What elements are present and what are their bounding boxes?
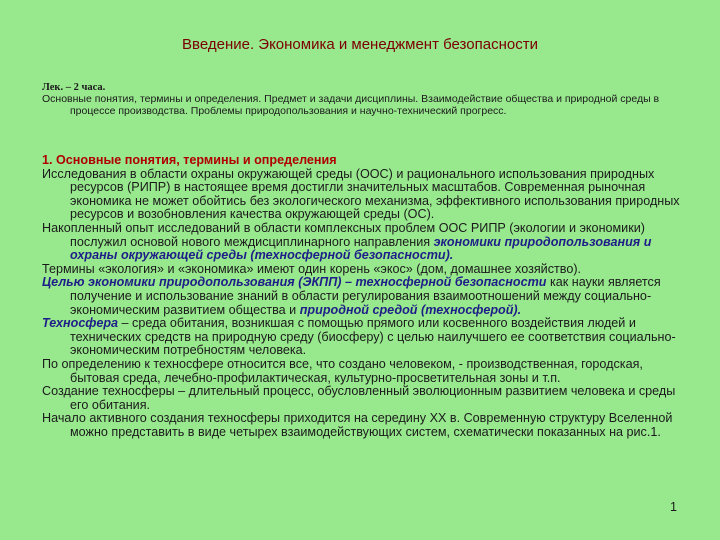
paragraph-technosphere-text: – среда обитания, возникшая с помощью прямого или косвенного воздействия людей и технических средств на природную среду (биосферу) с целью наилучшего ее соответствия социально-экономическим потребностям человека.	[70, 316, 676, 358]
term-natural-environment: природной средой (техносферой).	[299, 302, 522, 317]
paragraph-terms: Термины «экология» и «экономика» имеют один корень «экос» (дом, домашнее хозяйство).	[42, 261, 582, 276]
paragraph-definition: По определению к техносфере относится все, что создано человеком, - производственная, городская, бытовая среда, лечебно-профилактическая, культурно-просветительная зоны и т.п.	[42, 356, 643, 385]
page-number: 1	[670, 500, 678, 514]
paragraph-experience	[42, 222, 682, 263]
paragraph-research: Исследования в области охраны окружающей среды (ООС) и рационального использования природных ресурсов (РИПР) в настоящее время достигли значительных масштабов. Современная рыночная экономика не может обойтись без экологического механизма, эффективного использования природных ресурсов и возобновления качества окружающей среды (ОС).	[42, 166, 680, 222]
paragraph-technosphere	[42, 317, 682, 358]
paragraph-creation: Создание техносферы – длительный процесс, обусловленный эволюционным развитием человека и среды его обитания.	[42, 384, 676, 412]
term-economics-nature: экономики природопользования и охраны окружающей среды (техносферной безопасности).	[70, 234, 652, 263]
page-title: Введение. Экономика и менеджмент безопасности	[182, 36, 538, 53]
lecture-topics: Основные понятия, термины и определения. Предмет и задачи дисциплины. Взаимодействие общества и природной среды в процессе производства. Проблемы природопользования и научно-технический прогресс.	[42, 93, 660, 117]
section-heading: 1. Основные понятия, термины и определения	[42, 153, 337, 167]
lecture-info	[42, 82, 682, 117]
paragraph-goal	[42, 276, 682, 317]
lecture-duration: Лек. – 2 часа.	[42, 82, 106, 93]
paragraph-structure: Начало активного создания техносферы приходится на середину XX в. Современную структуру Вселенной можно представить в виде четырех взаимодействующих систем, схематически показанных на рис.1.	[42, 411, 673, 439]
term-technosphere: Техносфера	[42, 316, 119, 331]
paragraph-goal-text: как науки является получение и использование знаний в области регулирования взаимоотношений между социально-экономическим развитием общества и	[70, 275, 661, 317]
section-body	[42, 154, 682, 439]
paragraph-experience-text: Накопленный опыт исследований в области комплексных проблем ООС РИПР (экологии и экономики) послужил основой нового междисциплинарного направления	[42, 220, 645, 249]
term-goal: Целью экономики природопользования (ЭКПП) – техносферной безопасности	[42, 275, 547, 290]
